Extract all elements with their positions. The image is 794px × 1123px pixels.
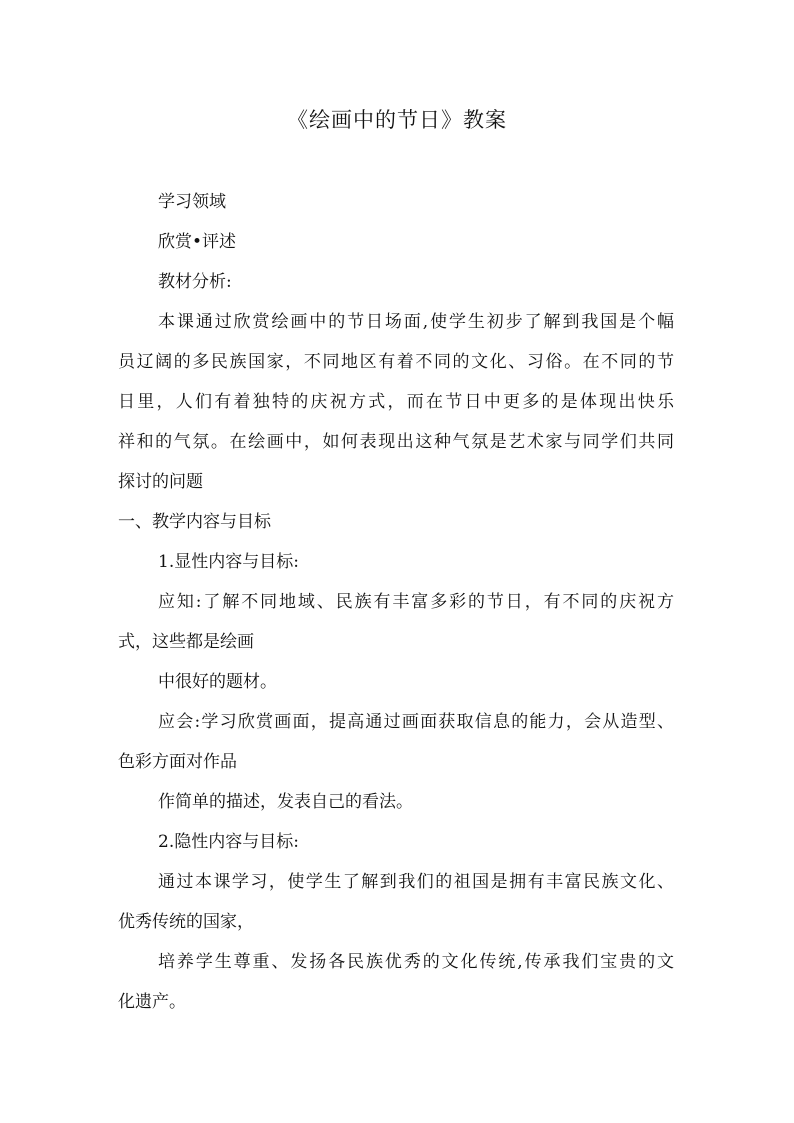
field-value: 欣赏•评述 bbox=[158, 232, 237, 252]
explicit-skill-line: 作简单的描述，发表自己的看法。 bbox=[158, 792, 413, 812]
implicit-line: 培养学生尊重、发扬各民族优秀的文化传统,传承我们宝贵的文 bbox=[158, 952, 674, 972]
document-title: 《绘画中的节日》教案 bbox=[287, 108, 507, 132]
explicit-heading: 1.显性内容与目标: bbox=[158, 552, 299, 572]
analysis-line: 探讨的问题 bbox=[118, 472, 203, 492]
explicit-skill-line: 应会:学习欣赏画面，提高通过画面获取信息的能力，会从造型、 bbox=[158, 712, 674, 732]
implicit-line: 通过本课学习，使学生了解到我们的祖国是拥有丰富民族文化、 bbox=[158, 872, 674, 892]
field-heading: 学习领域 bbox=[158, 192, 226, 212]
explicit-skill-line: 色彩方面对作品 bbox=[118, 752, 237, 772]
implicit-heading: 2.隐性内容与目标: bbox=[158, 832, 299, 852]
explicit-know-line: 应知:了解不同地域、民族有丰富多彩的节日，有不同的庆祝方 bbox=[158, 592, 674, 612]
explicit-know-line: 式，这些都是绘画 bbox=[118, 632, 254, 652]
implicit-line: 优秀传统的国家， bbox=[118, 912, 254, 932]
analysis-line: 日里，人们有着独特的庆祝方式，而在节日中更多的是体现出快乐 bbox=[118, 392, 674, 412]
analysis-heading: 教材分析: bbox=[158, 272, 232, 292]
analysis-line: 员辽阔的多民族国家，不同地区有着不同的文化、习俗。在不同的节 bbox=[118, 352, 674, 372]
implicit-line: 化遗产。 bbox=[118, 992, 186, 1012]
explicit-know-line: 中很好的题材。 bbox=[158, 672, 277, 692]
analysis-line: 本课通过欣赏绘画中的节日场面,使学生初步了解到我国是个幅 bbox=[158, 312, 674, 332]
analysis-line: 祥和的气氛。在绘画中，如何表现出这种气氛是艺术家与同学们共同 bbox=[118, 432, 674, 452]
content-heading: 一、教学内容与目标 bbox=[118, 512, 271, 532]
